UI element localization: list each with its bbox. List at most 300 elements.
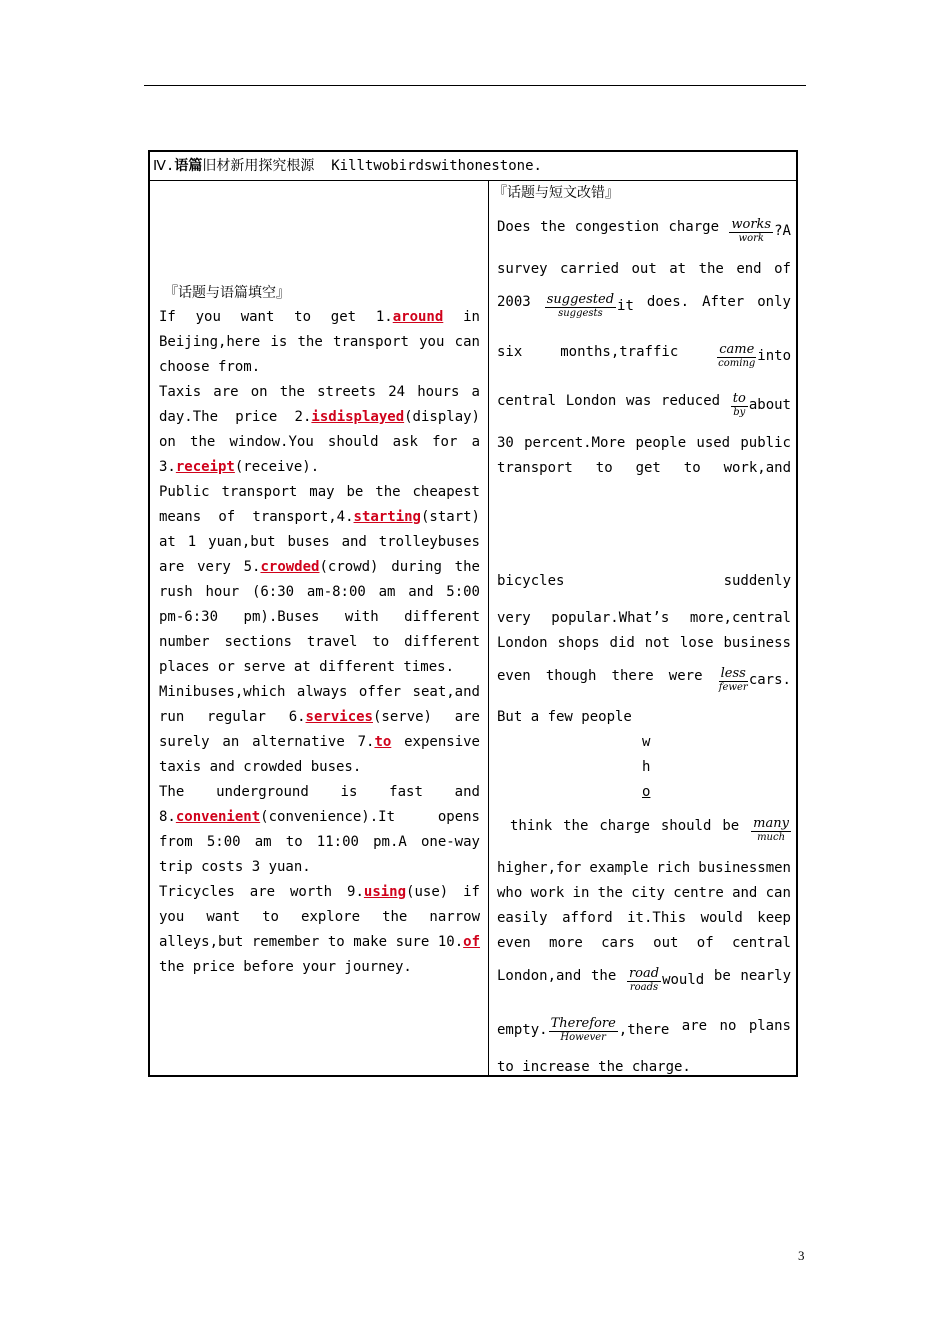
word xyxy=(252,733,345,751)
word-text: are xyxy=(213,384,239,400)
word-text: 24 xyxy=(388,384,406,400)
word xyxy=(497,934,531,952)
answer-blank: using xyxy=(363,884,407,900)
word-text: were xyxy=(668,668,703,684)
answer-blank: isdisplayed xyxy=(311,409,405,425)
word-text: 8. xyxy=(159,809,176,825)
word xyxy=(497,392,556,418)
word xyxy=(560,260,619,278)
word-text: transport,4. xyxy=(252,509,354,525)
word-text: 3. xyxy=(159,459,176,475)
word-text: very xyxy=(497,610,531,626)
word-text: Does xyxy=(497,219,531,235)
word-text: was xyxy=(626,393,652,409)
word-text: London xyxy=(497,635,548,651)
word xyxy=(159,783,184,801)
right-heading: 『话题与短文改错』 xyxy=(493,185,619,201)
word-suffix: would xyxy=(662,972,705,988)
blank-fill-line xyxy=(159,808,480,826)
word xyxy=(376,308,443,326)
word xyxy=(389,783,423,801)
word-text: central xyxy=(731,935,791,951)
word xyxy=(701,909,743,927)
blank-fill-line xyxy=(159,358,480,376)
word-text: city xyxy=(631,885,665,901)
word-text: different xyxy=(404,634,480,650)
word-text: people xyxy=(635,435,687,451)
word-suffix: (start) xyxy=(420,509,480,525)
word xyxy=(636,434,687,452)
word-text: be xyxy=(713,968,731,984)
word xyxy=(669,667,703,693)
section-number: Ⅳ. xyxy=(153,158,175,174)
word xyxy=(159,558,184,576)
word xyxy=(159,533,176,551)
error-correction-line xyxy=(497,909,791,927)
word-text: 2003 xyxy=(497,294,531,310)
word-text: ask xyxy=(392,434,418,450)
word xyxy=(190,433,215,451)
blank-fill-line xyxy=(159,733,480,751)
word xyxy=(206,908,240,926)
word xyxy=(294,308,311,326)
word-text: even xyxy=(497,668,531,684)
word xyxy=(307,583,366,601)
word xyxy=(562,909,613,927)
word xyxy=(159,683,285,701)
word xyxy=(333,333,409,351)
word-text: you xyxy=(159,909,185,925)
word xyxy=(497,709,632,725)
blank-fill-line xyxy=(159,408,480,426)
word-text: am xyxy=(254,834,272,850)
corrected-word: road xyxy=(628,966,660,981)
word-text: pm).Buses xyxy=(243,609,320,625)
word xyxy=(404,633,480,651)
word xyxy=(472,433,480,451)
word xyxy=(636,459,661,477)
word-text: to xyxy=(327,934,345,950)
original-word: by xyxy=(733,407,746,418)
word xyxy=(673,884,724,902)
word xyxy=(724,634,791,652)
word-text: empty. xyxy=(497,1022,548,1038)
word xyxy=(497,609,531,627)
word-text: did xyxy=(609,635,635,651)
word xyxy=(297,683,348,701)
word-text: should xyxy=(327,434,379,450)
word-text: choose from. xyxy=(159,359,261,375)
word xyxy=(524,434,625,452)
word xyxy=(626,967,704,993)
word xyxy=(732,884,757,902)
word-text: should xyxy=(660,818,712,834)
word-text: can xyxy=(765,885,791,901)
word-text: expensive xyxy=(404,734,480,750)
word-text: months,traffic xyxy=(560,344,679,360)
word xyxy=(289,708,432,726)
word-text: reduced xyxy=(661,393,721,409)
word-text: 6. xyxy=(288,709,306,725)
original-word: suggests xyxy=(558,308,603,319)
word xyxy=(417,383,459,401)
word xyxy=(736,260,761,278)
word-text: one-way xyxy=(420,834,480,850)
word xyxy=(463,883,480,901)
word-text: buses xyxy=(287,534,330,550)
word xyxy=(596,459,613,477)
blank-fill-line xyxy=(159,583,480,601)
word-text: charge xyxy=(668,219,720,235)
word-suffix: (serve) xyxy=(372,709,432,725)
word xyxy=(510,817,552,843)
error-correction-line xyxy=(497,634,791,652)
word-text: 2. xyxy=(294,409,312,425)
word-text: get xyxy=(330,309,357,325)
word-text: though xyxy=(545,668,597,684)
word xyxy=(404,733,480,751)
word-text: and xyxy=(732,885,758,901)
answer-blank: crowded xyxy=(260,559,320,575)
word xyxy=(207,833,241,851)
word-text: and xyxy=(341,534,367,550)
word xyxy=(197,558,231,576)
word-text: After xyxy=(702,294,745,310)
blank-fill-line xyxy=(159,883,480,901)
word xyxy=(563,817,588,843)
table-header xyxy=(150,152,796,181)
word xyxy=(549,934,583,952)
exercise-table xyxy=(148,150,798,1077)
error-correction-line xyxy=(497,293,791,319)
page-number: 3 xyxy=(798,1248,805,1263)
word xyxy=(732,934,791,952)
word-text: during xyxy=(391,559,442,575)
word-text: 1. xyxy=(375,309,393,325)
word xyxy=(740,967,791,993)
word xyxy=(159,659,454,675)
word xyxy=(472,383,480,401)
word xyxy=(497,634,548,652)
word xyxy=(159,408,218,426)
word-text: the xyxy=(454,559,480,575)
word xyxy=(627,909,686,927)
word xyxy=(598,884,623,902)
word xyxy=(661,392,720,418)
word xyxy=(413,483,480,501)
word-text: percent.More xyxy=(524,435,626,451)
word-text: 1 xyxy=(187,534,197,550)
blank-fill-line xyxy=(159,508,480,526)
word xyxy=(699,260,724,278)
word-text: to increase the charge. xyxy=(497,1059,691,1075)
word-text: regular xyxy=(206,709,266,725)
word xyxy=(290,883,332,901)
word-text: transport xyxy=(221,484,298,500)
error-correction-line xyxy=(497,934,791,952)
word xyxy=(757,293,791,319)
word-text: price xyxy=(235,409,278,425)
word xyxy=(235,408,277,426)
blank-fill-line xyxy=(159,658,480,676)
word xyxy=(702,293,744,319)
corrected-word: less xyxy=(720,666,746,681)
word xyxy=(391,558,442,576)
word xyxy=(353,933,387,951)
word-text: carried xyxy=(560,261,620,277)
word-text: think xyxy=(510,818,553,834)
word-text: public xyxy=(740,435,791,451)
word-text: offer xyxy=(358,684,402,700)
word-text: make xyxy=(353,934,387,950)
word-text: 9. xyxy=(347,884,364,900)
word xyxy=(222,733,239,751)
word xyxy=(159,933,243,951)
word xyxy=(159,433,176,451)
word-text: hour xyxy=(205,584,240,600)
blank-fill-line xyxy=(159,908,480,926)
word xyxy=(698,859,791,877)
word xyxy=(497,260,548,278)
word-text: survey xyxy=(497,261,548,277)
word xyxy=(684,459,701,477)
word-text: 5. xyxy=(243,559,261,575)
word-text: want xyxy=(206,909,241,925)
word xyxy=(716,343,791,369)
word-text: But a few people xyxy=(497,709,632,725)
correction-mark xyxy=(731,392,748,418)
word-text: are xyxy=(681,1018,708,1034)
word-text: can xyxy=(454,334,480,350)
word-text: even xyxy=(497,935,531,951)
word xyxy=(573,884,590,902)
word xyxy=(697,934,714,952)
word xyxy=(373,833,407,851)
word xyxy=(159,308,176,326)
blank-fill-line xyxy=(159,833,480,851)
word-text: are xyxy=(249,884,276,900)
word xyxy=(546,667,597,693)
word-text: run xyxy=(159,709,185,725)
word xyxy=(159,633,210,651)
word xyxy=(750,817,792,843)
word xyxy=(632,260,657,278)
word xyxy=(757,909,791,927)
blank-fill-line xyxy=(159,333,480,351)
word xyxy=(774,260,791,278)
word-text: not xyxy=(644,635,670,651)
blank-fill-line xyxy=(159,483,480,501)
vertical-letter: w xyxy=(642,734,651,750)
word xyxy=(720,1017,737,1043)
blank-fill-line xyxy=(159,958,480,976)
word xyxy=(429,908,480,926)
word xyxy=(159,759,361,775)
word xyxy=(213,383,238,401)
word-text: the xyxy=(382,909,408,925)
word-text: on xyxy=(250,384,268,400)
word xyxy=(382,908,407,926)
word-text: places or serve at different times. xyxy=(159,659,455,675)
word xyxy=(159,359,260,375)
error-correction-line xyxy=(497,343,791,369)
word xyxy=(497,218,531,244)
word xyxy=(631,884,665,902)
word-text: means xyxy=(159,509,202,525)
word xyxy=(225,633,292,651)
word-text: opens xyxy=(437,809,480,825)
word-text: transport xyxy=(333,334,409,350)
word-text: always xyxy=(296,684,348,700)
original-word: However xyxy=(560,1032,606,1043)
word-text: may xyxy=(309,484,335,500)
word xyxy=(722,817,739,843)
word-text: work xyxy=(530,885,565,901)
word-text: afford xyxy=(562,910,613,926)
word-text: popular.What’s xyxy=(551,610,670,626)
word-suffix: (receive). xyxy=(234,459,320,475)
word-text: The xyxy=(159,784,185,800)
word-text: different xyxy=(404,609,480,625)
word-suffix: (use) xyxy=(406,884,449,900)
error-correction-line xyxy=(497,1017,791,1043)
word-text: to xyxy=(262,909,279,925)
word xyxy=(557,634,599,652)
word-suffix: (display) xyxy=(404,409,480,425)
error-correction-line xyxy=(497,218,791,244)
word xyxy=(455,333,480,351)
word-text: If xyxy=(159,309,176,325)
word-text: cars xyxy=(601,935,635,951)
word-text: at xyxy=(669,261,687,277)
word xyxy=(159,859,311,875)
word-text: and xyxy=(408,584,434,600)
word xyxy=(328,433,379,451)
word-text: cheapest xyxy=(412,484,480,500)
word-text: charge xyxy=(599,818,650,834)
word-text: rich xyxy=(656,860,691,876)
word-text: in xyxy=(463,309,480,325)
error-correction-line xyxy=(497,392,791,418)
vertical-letter: h xyxy=(642,759,651,775)
word-text: end xyxy=(736,261,762,277)
word xyxy=(419,333,444,351)
word-text: London,and xyxy=(497,968,582,984)
word-text: be xyxy=(722,818,740,834)
word xyxy=(229,433,313,451)
word xyxy=(560,343,678,369)
word xyxy=(359,683,401,701)
word-text: fast xyxy=(389,784,423,800)
word-suffix: (convenience).It xyxy=(260,809,396,825)
word-text: to xyxy=(285,834,303,850)
word-text: the xyxy=(297,334,323,350)
word-text: in xyxy=(572,885,590,901)
word-text: pm.A xyxy=(373,834,407,850)
error-correction-line xyxy=(497,967,791,993)
word-text: to xyxy=(595,460,613,476)
word xyxy=(749,1017,791,1043)
word xyxy=(286,833,303,851)
word-text: the xyxy=(597,885,623,901)
word-text: the xyxy=(698,261,724,277)
word xyxy=(497,343,522,369)
word-text: six xyxy=(497,344,523,360)
word xyxy=(497,859,581,877)
word-text: you xyxy=(195,309,221,325)
word-text: the xyxy=(590,968,617,984)
word-text: businessmen xyxy=(698,860,791,876)
word xyxy=(497,434,514,452)
error-correction-line xyxy=(497,572,791,590)
word xyxy=(159,333,260,351)
proverb: Killtwobirdswithonestone. xyxy=(331,158,542,174)
error-correction-line xyxy=(497,459,791,477)
word xyxy=(218,508,235,526)
word xyxy=(270,333,287,351)
word xyxy=(372,633,389,651)
word-text: remember xyxy=(251,934,320,950)
word-text: London xyxy=(565,393,617,409)
word xyxy=(718,667,791,693)
word xyxy=(244,608,320,626)
word-text: a xyxy=(471,434,480,450)
word xyxy=(591,967,616,993)
word-text: it.This xyxy=(627,910,687,926)
word-text: plans xyxy=(748,1018,791,1034)
word-text: 5:00 xyxy=(446,584,480,600)
word xyxy=(205,583,239,601)
word xyxy=(159,883,235,901)
word-text: more xyxy=(549,935,583,951)
word-text: used xyxy=(696,435,731,451)
corrected-word: to xyxy=(732,391,746,406)
word xyxy=(540,218,565,244)
blank-fill-line xyxy=(159,558,480,576)
error-correction-line xyxy=(510,817,792,843)
word-text: for xyxy=(432,434,458,450)
blank-fill-line xyxy=(159,633,480,651)
word-text: explore xyxy=(301,909,361,925)
word-text: out xyxy=(653,935,679,951)
word-text: Taxis xyxy=(159,384,202,400)
word xyxy=(645,634,670,652)
word xyxy=(696,434,730,452)
word xyxy=(680,634,714,652)
word xyxy=(566,392,617,418)
word-text: Beijing,here xyxy=(159,334,261,350)
word xyxy=(497,572,564,590)
word-text: get xyxy=(635,460,661,476)
top-rule xyxy=(144,85,806,86)
word-text: work,and xyxy=(723,460,791,476)
word xyxy=(379,533,480,551)
word-text: trolleybuses xyxy=(378,534,480,550)
word xyxy=(159,908,184,926)
original-word: fewer xyxy=(718,682,748,693)
correction-mark xyxy=(719,667,748,693)
correction-mark xyxy=(751,817,791,843)
error-correction-line xyxy=(497,708,791,726)
word-text: example xyxy=(589,860,649,876)
section-bold-title: 语篇 xyxy=(174,158,203,174)
word-text: no xyxy=(719,1018,737,1034)
word-text: the xyxy=(563,818,589,834)
word xyxy=(612,667,654,693)
word xyxy=(295,408,480,426)
word xyxy=(159,708,184,726)
word-text: underground xyxy=(216,784,309,800)
